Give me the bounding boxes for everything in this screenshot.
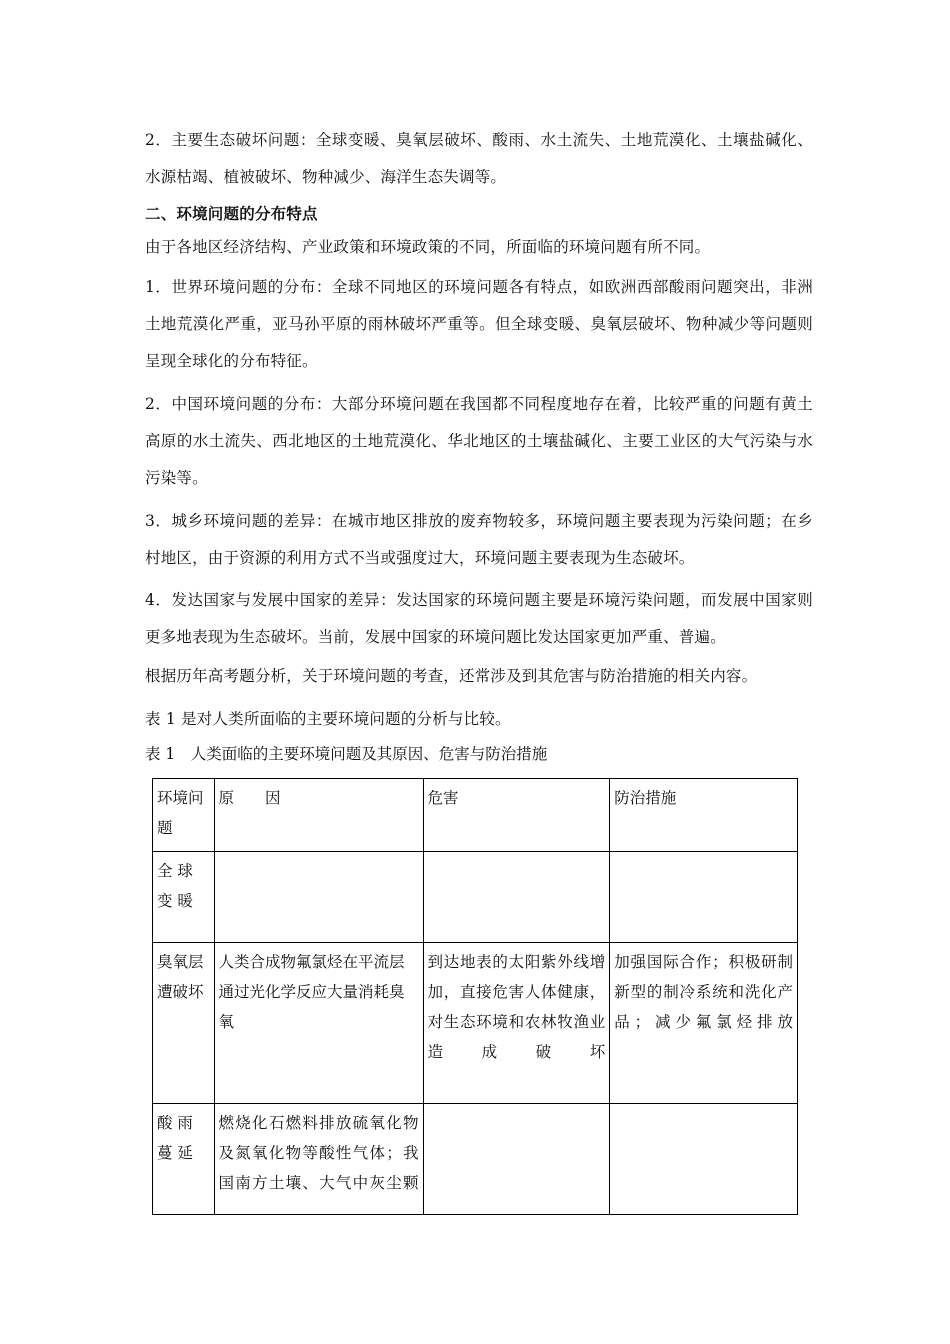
paragraph-ecological-damage: 2．主要生态破坏问题：全球变暖、臭氧层破坏、酸雨、水土流失、土地荒漠化、土壤盐碱化、水源枯竭、植被破坏、物种减少、海洋生态失调等。: [145, 131, 813, 186]
cell-cause: 燃烧化石燃料排放硫氧化物及氮氧化物等酸性气体；我国南方土壤、大气中灰尘颗: [214, 1104, 423, 1215]
section-heading: 二、环境问题的分布特点: [145, 204, 318, 223]
paragraph-china-distribution: 2．中国环境问题的分布：大部分环境问题在我国都不同程度地存在着，比较严重的问题有黄土高原的水土流失、西北地区的土地荒漠化、华北地区的土壤盐碱化、主要工业区的大气污染与水污染等。: [145, 395, 813, 487]
table-caption: 表 1 人类面临的主要环境问题及其原因、危害与防治措施: [145, 745, 548, 763]
header-measures: 防治措施: [610, 779, 798, 852]
cell-harm: [423, 1104, 610, 1215]
paragraph-exam-analysis: 根据历年高考题分析，关于环境问题的考查，还常涉及到其危害与防治措施的相关内容。: [145, 667, 758, 685]
cell-measures: [610, 1104, 798, 1215]
table-row: [153, 852, 798, 943]
cell-problem: 酸 雨 蔓 延: [153, 1104, 215, 1215]
paragraph-urban-rural: 3．城乡环境问题的差异：在城市地区排放的废弃物较多，环境问题主要表现为污染问题；在乡村地区，由于资源的利用方式不当或强度过大，环境问题主要表现为生态破坏。: [145, 512, 813, 567]
table-row: [153, 1104, 798, 1215]
paragraph-table-intro: 表 1 是对人类所面临的主要环境问题的分析与比较。: [145, 710, 511, 728]
cell-problem: 臭氧层遭破坏: [153, 943, 215, 1104]
cell-harm: [423, 852, 610, 943]
cell-cause: 人类合成物氟氯烃在平流层通过光化学反应大量消耗臭氧: [214, 943, 423, 1104]
cell-measures: 加强国际合作；积极研制新型的制冷系统和洗化产品；减少氟氯烃排放: [610, 943, 798, 1104]
header-harm: 危害: [423, 779, 610, 852]
header-problem: 环境问题: [153, 779, 215, 852]
header-cause: 原 因: [214, 779, 423, 852]
cell-cause: [214, 852, 423, 943]
table-header-row: [153, 779, 798, 852]
cell-measures: [610, 852, 798, 943]
paragraph-intro: 由于各地区经济结构、产业政策和环境政策的不同，所面临的环境问题有所不同。: [145, 238, 711, 256]
paragraph-world-distribution: 1．世界环境问题的分布：全球不同地区的环境问题各有特点，如欧洲西部酸雨问题突出，非洲土地荒漠化严重，亚马孙平原的雨林破坏严重等。但全球变暖、臭氧层破坏、物种减少等问题则呈现全球化的分布特征。: [145, 278, 813, 370]
cell-harm: 到达地表的太阳紫外线增加，直接危害人体健康，对生态环境和农林牧渔业造成破坏: [423, 943, 610, 1104]
environment-problems-table: [152, 778, 798, 1215]
paragraph-developed-developing: 4．发达国家与发展中国家的差异：发达国家的环境问题主要是环境污染问题，而发展中国家则更多地表现为生态破坏。当前，发展中国家的环境问题比发达国家更加严重、普遍。: [145, 591, 813, 646]
table-row: [153, 943, 798, 1104]
cell-problem: 全 球 变 暖: [153, 852, 215, 943]
